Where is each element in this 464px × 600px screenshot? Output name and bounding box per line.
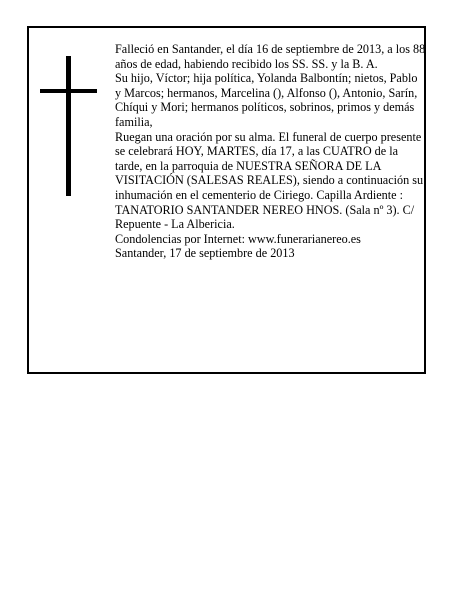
family-list: Su hijo, Víctor; hija política, Yolanda Balbontín; nietos, Pablo y Marcos; hermanos, Marcelina (), Alfonso (), Antonio, Sarín, Chíqui y Mori; hermanos políticos, sobrinos, primos y demás familia, <box>115 71 418 129</box>
condolences-line: Condolencias por Internet: www.funerarianereo.es <box>115 231 361 246</box>
obituary-notice <box>27 26 426 374</box>
funeral-details: Ruegan una oración por su alma. El funeral de cuerpo presente se celebrará HOY, MARTES, día 17, a las CUATRO de la tarde, en la parroquia de NUESTRA SEÑORA DE LA VISITACIÓN (SALESAS REALES), siendo a continuación su inhumación en el cementerio de Ciriego. Capilla Ardiente : TANATORIO SANTANDER NEREO HNOS. (Sala nº 3). C/ Repuente - La Albericia. <box>115 129 424 232</box>
date-line: Santander, 17 de septiembre de 2013 <box>115 246 295 261</box>
cross-horizontal-bar <box>40 89 97 93</box>
obituary-text <box>115 42 426 261</box>
cross-vertical-bar <box>66 56 71 196</box>
death-announcement: Falleció en Santander, el día 16 de septiembre de 2013, a los 88 años de edad, habiendo recibido los SS. SS. y la B. A. <box>115 42 426 71</box>
